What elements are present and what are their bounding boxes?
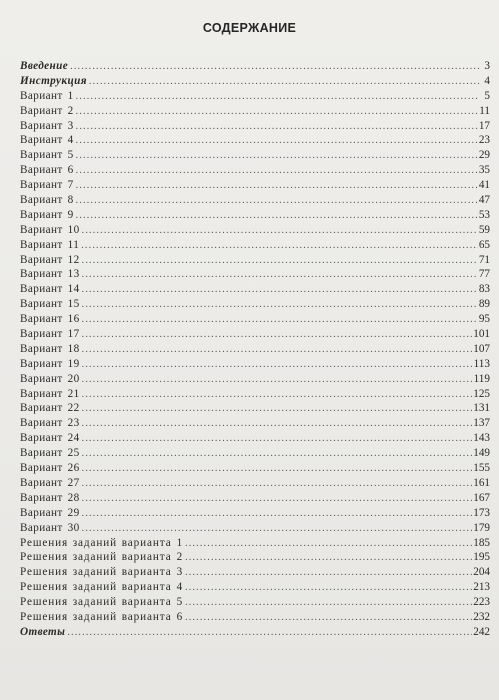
toc-entry-page-number: 155 [473, 462, 490, 475]
dot-leader [82, 268, 478, 283]
toc-entry[interactable] [20, 238, 490, 253]
dot-leader [82, 492, 473, 507]
toc-entry-label [20, 461, 80, 476]
toc-entry-label [20, 238, 79, 253]
toc-entry-label [20, 163, 74, 178]
toc-entry-label [20, 536, 183, 551]
dot-leader [82, 254, 478, 269]
toc-entry-title: Решения заданий варианта [20, 536, 172, 549]
toc-entry[interactable] [20, 74, 490, 89]
toc-entry-title: Вариант [20, 432, 63, 445]
toc-entry-number: 17 [67, 328, 80, 341]
toc-entry-label [20, 104, 74, 119]
dot-leader [76, 149, 478, 164]
dot-leader [82, 507, 473, 522]
toc-entry-title: Вариант [20, 357, 63, 370]
toc-entry-number: 3 [176, 566, 184, 579]
toc-entry[interactable] [20, 536, 490, 551]
toc-entry-page-number: 232 [473, 610, 490, 623]
toc-entry-number: 6 [176, 610, 184, 623]
toc-entry-number: 5 [176, 596, 184, 609]
toc-entry-label [20, 372, 80, 387]
dot-leader [185, 566, 472, 581]
toc-entry-page-number: 41 [478, 179, 490, 192]
toc-entry-number: 5 [67, 149, 74, 162]
toc-entry-number: 26 [67, 462, 80, 475]
toc-entry[interactable] [20, 163, 490, 178]
dot-leader [185, 596, 472, 611]
toc-entry-label [20, 223, 80, 238]
toc-entry-title: Вариант [20, 104, 63, 117]
toc-entry-title: Решения заданий варианта [20, 581, 172, 594]
toc-entry[interactable] [20, 357, 490, 372]
toc-entry-title: Вариант [20, 402, 63, 415]
dot-leader [89, 75, 479, 90]
toc-entry-number: 2 [176, 551, 184, 564]
toc-entry-title: Вариант [20, 164, 63, 177]
toc-entry-page-number: 113 [473, 357, 490, 370]
toc-entry[interactable] [20, 223, 490, 238]
toc-entry-page-number: 11 [479, 104, 490, 117]
toc-entry-title: Вариант [20, 506, 63, 519]
toc-entry-title: Решения заданий варианта [20, 551, 172, 564]
toc-entry-title: Вариант [20, 119, 63, 132]
toc-entry-label [20, 610, 183, 625]
toc-entry-label [20, 133, 74, 148]
toc-entry-title: Вариант [20, 134, 63, 147]
toc-entry-number: 4 [67, 134, 74, 147]
toc-entry-label [20, 387, 80, 402]
toc-entry[interactable] [20, 595, 490, 610]
toc-entry[interactable] [20, 89, 490, 104]
toc-entry-page-number: 17 [478, 119, 490, 132]
dot-leader [82, 447, 473, 462]
toc-entry[interactable] [20, 148, 490, 163]
toc-entry[interactable] [20, 476, 490, 491]
toc-entry-number: 27 [67, 476, 80, 489]
toc-entry-number: 1 [67, 89, 74, 102]
dot-leader [67, 626, 472, 641]
dot-leader [76, 90, 479, 105]
toc-entry[interactable] [20, 565, 490, 580]
dot-leader [76, 209, 478, 224]
toc-entry-page-number: 89 [478, 298, 490, 311]
toc-entry-title: Решения заданий варианта [20, 610, 172, 623]
toc-entry-title: Вариант [20, 372, 63, 385]
toc-entry-title: Ответы [20, 625, 66, 638]
toc-entry[interactable] [20, 521, 490, 536]
table-of-contents [20, 59, 490, 640]
toc-entry-page-number: 242 [473, 625, 490, 638]
toc-entry[interactable] [20, 267, 490, 282]
toc-entry[interactable] [20, 461, 490, 476]
toc-entry-label [20, 431, 80, 446]
dot-leader [82, 224, 478, 239]
toc-entry-label [20, 446, 80, 461]
toc-entry-number: 1 [176, 536, 184, 549]
dot-leader [81, 239, 478, 254]
toc-entry-number: 23 [67, 417, 80, 430]
toc-entry-label [20, 178, 74, 193]
toc-entry[interactable] [20, 401, 490, 416]
dot-leader [82, 358, 473, 373]
toc-entry-title: Вариант [20, 194, 63, 207]
toc-entry-label [20, 193, 74, 208]
toc-entry[interactable] [20, 416, 490, 431]
toc-entry[interactable] [20, 625, 490, 640]
dot-leader [185, 551, 472, 566]
toc-entry-page-number: 71 [478, 253, 490, 266]
toc-entry-page-number: 5 [484, 89, 490, 102]
toc-entry-page-number: 65 [478, 238, 490, 251]
toc-entry-number: 19 [67, 357, 80, 370]
toc-entry-number: 22 [67, 402, 80, 415]
toc-entry-label [20, 297, 80, 312]
toc-entry[interactable] [20, 550, 490, 565]
toc-entry-label [20, 416, 80, 431]
dot-leader [82, 388, 473, 403]
dot-leader [70, 60, 479, 75]
toc-entry-title: Вариант [20, 283, 63, 296]
toc-entry-title: Вариант [20, 417, 63, 430]
toc-entry[interactable] [20, 178, 490, 193]
toc-entry-label [20, 148, 74, 163]
toc-entry-label [20, 521, 80, 536]
toc-entry-page-number: 53 [478, 208, 490, 221]
toc-entry-label [20, 401, 80, 416]
toc-entry-page-number: 213 [473, 581, 490, 594]
dot-leader [82, 283, 478, 298]
toc-entry[interactable] [20, 133, 490, 148]
toc-entry-number: 15 [67, 298, 80, 311]
toc-entry-number: 9 [67, 208, 74, 221]
toc-entry-title: Вариант [20, 313, 63, 326]
toc-entry-page-number: 101 [473, 328, 490, 341]
toc-entry-page-number: 23 [478, 134, 490, 147]
toc-entry-title: Вариант [20, 476, 63, 489]
toc-entry-title: Вариант [20, 268, 63, 281]
toc-entry-page-number: 131 [473, 402, 490, 415]
toc-entry-page-number: 204 [473, 566, 490, 579]
toc-entry-page-number: 167 [473, 491, 490, 504]
toc-entry-title: Вариант [20, 89, 63, 102]
dot-leader [82, 313, 478, 328]
toc-entry-title: Вариант [20, 328, 63, 341]
toc-entry-title: Вариант [20, 253, 63, 266]
toc-entry-page-number: 119 [473, 372, 490, 385]
toc-entry[interactable] [20, 119, 490, 134]
toc-entry-title: Вариант [20, 462, 63, 475]
dot-leader [82, 522, 473, 537]
dot-leader [76, 105, 479, 120]
dot-leader [185, 581, 472, 596]
toc-entry-label [20, 74, 87, 89]
toc-entry-page-number: 195 [473, 551, 490, 564]
dot-leader [76, 194, 478, 209]
toc-entry-number: 11 [67, 238, 80, 251]
toc-entry-label [20, 59, 68, 74]
toc-entry-page-number: 3 [484, 60, 490, 72]
toc-entry[interactable] [20, 297, 490, 312]
dot-leader [82, 402, 473, 417]
dot-leader [76, 179, 478, 194]
dot-leader [82, 477, 473, 492]
toc-entry-number: 7 [67, 179, 74, 192]
toc-entry-title: Вариант [20, 179, 63, 192]
toc-entry-label [20, 476, 80, 491]
dot-leader [82, 462, 473, 477]
toc-entry-label [20, 357, 80, 372]
toc-entry-number: 18 [67, 342, 80, 355]
toc-entry[interactable] [20, 431, 490, 446]
dot-leader [76, 164, 478, 179]
toc-entry[interactable] [20, 446, 490, 461]
toc-entry-page-number: 173 [473, 506, 490, 519]
toc-entry[interactable] [20, 282, 490, 297]
toc-entry[interactable] [20, 506, 490, 521]
toc-entry-page-number: 179 [473, 521, 490, 534]
dot-leader [82, 343, 473, 358]
toc-entry-page-number: 29 [478, 149, 490, 162]
toc-entry[interactable] [20, 580, 490, 595]
dot-leader [76, 120, 478, 135]
toc-entry-number: 4 [176, 581, 184, 594]
toc-entry-page-number: 77 [478, 268, 490, 281]
toc-entry[interactable] [20, 610, 490, 625]
toc-entry-label [20, 565, 183, 580]
toc-entry[interactable] [20, 312, 490, 327]
dot-leader [82, 432, 473, 447]
toc-entry-page-number: 35 [478, 164, 490, 177]
toc-entry-title: Вариант [20, 149, 63, 162]
toc-entry-number: 30 [67, 521, 80, 534]
dot-leader [82, 298, 478, 313]
toc-entry-number: 8 [67, 194, 74, 207]
dot-leader [82, 417, 473, 432]
toc-entry[interactable] [20, 342, 490, 357]
toc-entry-label [20, 342, 80, 357]
toc-entry-number: 2 [67, 104, 74, 117]
toc-entry-label [20, 282, 80, 297]
toc-entry[interactable] [20, 327, 490, 342]
page-title: СОДЕРЖАНИЕ [202, 21, 297, 35]
dot-leader [82, 373, 473, 388]
toc-entry-title: Вариант [20, 223, 63, 236]
toc-entry-page-number: 149 [473, 447, 490, 460]
dot-leader [76, 134, 478, 149]
toc-entry-title: Вариант [20, 387, 63, 400]
toc-entry-number: 13 [67, 268, 80, 281]
toc-entry-page-number: 137 [473, 417, 490, 430]
toc-entry[interactable] [20, 387, 490, 402]
toc-entry-page-number: 47 [478, 194, 490, 207]
toc-entry-label [20, 550, 183, 565]
toc-entry-title: Вариант [20, 208, 63, 221]
dot-leader [185, 611, 472, 626]
toc-entry-label [20, 253, 80, 268]
toc-entry[interactable] [20, 104, 490, 119]
toc-entry[interactable] [20, 59, 490, 74]
toc-entry-title: Вариант [20, 298, 63, 311]
toc-entry-title: Вариант [20, 491, 63, 504]
toc-entry-number: 28 [67, 491, 80, 504]
toc-entry-title: Вариант [20, 342, 63, 355]
toc-entry-label [20, 595, 183, 610]
toc-entry[interactable] [20, 208, 490, 223]
toc-entry-page-number: 107 [473, 342, 490, 355]
dot-leader [185, 537, 472, 552]
toc-entry-title: Решения заданий варианта [20, 566, 172, 579]
toc-entry-number: 21 [67, 387, 80, 400]
toc-entry[interactable] [20, 253, 490, 268]
toc-entry-label [20, 312, 80, 327]
toc-entry-page-number: 83 [478, 283, 490, 296]
toc-entry-number: 29 [67, 506, 80, 519]
toc-entry-title: Вариант [20, 238, 63, 251]
toc-entry-number: 10 [67, 223, 80, 236]
toc-entry-label [20, 506, 80, 521]
toc-entry-label [20, 119, 74, 134]
toc-entry-label [20, 625, 65, 640]
toc-entry[interactable] [20, 372, 490, 387]
toc-entry-number: 20 [67, 372, 80, 385]
toc-entry-label [20, 267, 80, 282]
toc-entry-page-number: 223 [473, 596, 490, 609]
toc-entry-number: 3 [67, 119, 74, 132]
toc-entry-title: Введение [20, 60, 69, 72]
toc-entry-page-number: 95 [478, 313, 490, 326]
toc-entry-label [20, 491, 80, 506]
toc-entry-title: Вариант [20, 447, 63, 460]
toc-entry-title: Инструкция [20, 74, 87, 87]
toc-entry[interactable] [20, 491, 490, 506]
toc-entry-number: 6 [67, 164, 74, 177]
toc-entry-label [20, 327, 80, 342]
toc-entry-title: Решения заданий варианта [20, 596, 172, 609]
toc-entry-page-number: 4 [484, 74, 490, 87]
toc-entry-page-number: 125 [473, 387, 490, 400]
toc-entry-label [20, 89, 74, 104]
toc-entry[interactable] [20, 193, 490, 208]
toc-entry-number: 24 [67, 432, 80, 445]
toc-entry-page-number: 185 [473, 536, 490, 549]
toc-entry-number: 14 [67, 283, 80, 296]
toc-entry-page-number: 161 [473, 476, 490, 489]
toc-entry-title: Вариант [20, 521, 63, 534]
toc-entry-number: 16 [67, 313, 80, 326]
toc-entry-label [20, 580, 183, 595]
dot-leader [82, 328, 473, 343]
toc-entry-number: 25 [67, 447, 80, 460]
toc-entry-number: 12 [67, 253, 80, 266]
toc-entry-page-number: 59 [478, 223, 490, 236]
toc-entry-label [20, 208, 74, 223]
toc-entry-page-number: 143 [473, 432, 490, 445]
